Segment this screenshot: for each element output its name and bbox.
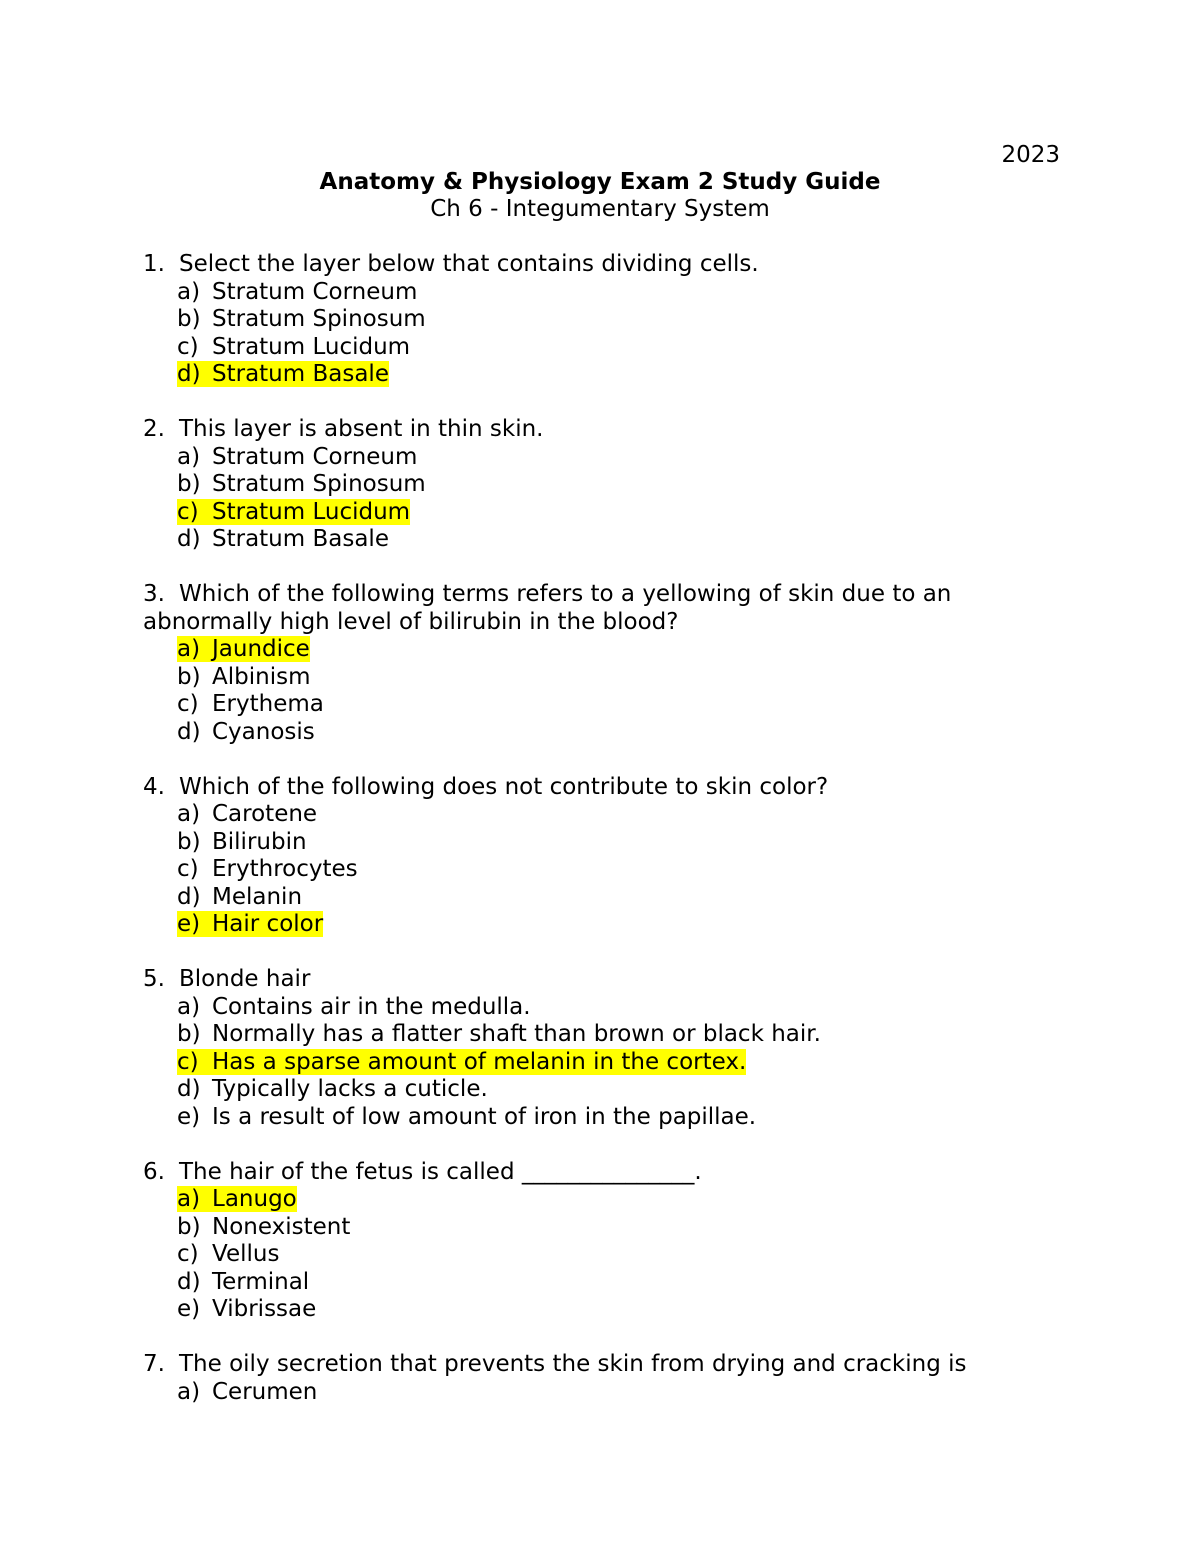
option-letter: c): [177, 691, 199, 717]
answer-options: [143, 279, 1043, 389]
question-prompt: Select the layer below that contains dividing cells.: [179, 251, 759, 277]
option-text: Vibrissae: [212, 1296, 317, 1322]
question-2: [143, 416, 1043, 554]
answer-option: [177, 801, 1043, 829]
highlighted-answer: [177, 1186, 297, 1212]
answer-option: [177, 691, 1043, 719]
answer-text-wrap: [177, 306, 426, 332]
question-prompt: Which of the following terms refers to a yellowing of skin due to an abnormally high level of bilirubin in the blood?: [143, 581, 952, 635]
highlighted-answer: [177, 1049, 746, 1075]
answer-option: [177, 911, 1043, 939]
document-subtitle: Ch 6 - Integumentary System: [430, 196, 770, 222]
option-text: Terminal: [212, 1268, 310, 1295]
option-letter: a): [177, 1378, 201, 1405]
question-1: [143, 251, 1043, 389]
answer-text-wrap: [177, 334, 410, 360]
option-letter: c): [177, 1241, 199, 1267]
option-letter: d): [177, 1076, 201, 1102]
answer-option: [177, 1104, 1043, 1132]
question-number: 2.: [143, 416, 165, 442]
answer-text-wrap: [177, 801, 317, 827]
answer-option: [177, 1186, 1043, 1214]
answer-text-wrap: [177, 279, 417, 305]
answer-text-wrap: [177, 994, 531, 1020]
option-text: Erythema: [212, 691, 324, 717]
question-3: [143, 581, 1043, 746]
question-text: [143, 1351, 1043, 1379]
option-letter: d): [177, 361, 201, 387]
option-letter: a): [177, 801, 201, 827]
option-letter: c): [177, 333, 199, 360]
answer-option: [177, 994, 1043, 1022]
option-text: Has a sparse amount of melanin in the cortex.: [212, 1048, 747, 1075]
option-letter: b): [177, 1021, 201, 1047]
answer-options: [143, 444, 1043, 554]
question-text: [143, 966, 1043, 994]
question-list: [143, 251, 1043, 1434]
document-year: 2023: [1001, 142, 1060, 168]
answer-text-wrap: [177, 856, 358, 882]
option-text: Erythrocytes: [212, 856, 358, 882]
option-letter: b): [177, 828, 201, 855]
question-4: [143, 774, 1043, 939]
answer-text-wrap: [177, 1214, 350, 1240]
option-text: Nonexistent: [212, 1213, 351, 1240]
option-letter: a): [177, 278, 201, 305]
option-text: Melanin: [212, 883, 303, 910]
answer-option: [177, 1269, 1043, 1297]
option-text: Stratum Spinosum: [212, 306, 426, 332]
answer-option: [177, 444, 1043, 472]
answer-option: [177, 856, 1043, 884]
answer-text-wrap: [177, 1021, 821, 1047]
document-title: Anatomy & Physiology Exam 2 Study Guide: [319, 169, 881, 195]
question-number: 1.: [143, 251, 165, 277]
answer-text-wrap: [177, 829, 307, 855]
question-prompt: The hair of the fetus is called _______________.: [179, 1158, 702, 1185]
option-text: Lanugo: [212, 1186, 297, 1212]
option-text: Cyanosis: [212, 718, 315, 745]
option-text: Hair color: [212, 911, 324, 937]
option-letter: e): [177, 1296, 201, 1322]
option-text: Is a result of low amount of iron in the papillae.: [212, 1103, 757, 1130]
answer-text-wrap: [177, 1379, 317, 1405]
answer-option: [177, 334, 1043, 362]
answer-option: [177, 1379, 1043, 1407]
answer-text-wrap: [177, 664, 310, 690]
answer-text-wrap: [177, 1296, 316, 1322]
answer-text-wrap: [177, 884, 302, 910]
question-7: [143, 1351, 1043, 1406]
answer-options: [143, 801, 1043, 939]
option-letter: a): [177, 443, 201, 470]
option-text: Stratum Spinosum: [212, 471, 426, 497]
option-letter: b): [177, 471, 201, 497]
answer-option: [177, 1076, 1043, 1104]
option-text: Cerumen: [212, 1378, 318, 1405]
option-letter: d): [177, 1268, 201, 1295]
answer-text-wrap: [177, 719, 315, 745]
question-text: [143, 1159, 1043, 1187]
option-letter: c): [177, 856, 199, 882]
option-text: Jaundice: [212, 636, 310, 662]
option-text: Stratum Basale: [212, 361, 389, 387]
answer-text-wrap: [177, 1269, 309, 1295]
answer-text-wrap: [177, 1076, 488, 1102]
answer-option: [177, 829, 1043, 857]
answer-option: [177, 471, 1043, 499]
highlighted-answer: [177, 499, 410, 525]
option-text: Vellus: [212, 1241, 280, 1267]
question-text: [143, 416, 1043, 444]
answer-options: [143, 1186, 1043, 1324]
question-number: 5.: [143, 966, 165, 992]
answer-text-wrap: [177, 526, 389, 552]
answer-option: [177, 1214, 1043, 1242]
answer-option: [177, 526, 1043, 554]
answer-option: [177, 1296, 1043, 1324]
answer-option: [177, 1241, 1043, 1269]
option-letter: d): [177, 526, 201, 552]
option-letter: a): [177, 636, 201, 662]
question-number: 3.: [143, 581, 165, 607]
option-text: Stratum Lucidum: [212, 498, 411, 525]
option-letter: c): [177, 1048, 199, 1075]
answer-option: [177, 499, 1043, 527]
answer-option: [177, 306, 1043, 334]
answer-text-wrap: [177, 1241, 279, 1267]
option-letter: b): [177, 1213, 201, 1240]
option-text: Normally has a flatter shaft than brown or black hair.: [212, 1021, 821, 1047]
option-letter: d): [177, 883, 201, 910]
answer-option: [177, 1049, 1043, 1077]
answer-option: [177, 719, 1043, 747]
answer-option: [177, 279, 1043, 307]
answer-option: [177, 361, 1043, 389]
answer-text-wrap: [177, 471, 426, 497]
answer-text-wrap: [177, 691, 324, 717]
option-letter: a): [177, 1186, 201, 1212]
answer-option: [177, 884, 1043, 912]
question-5: [143, 966, 1043, 1131]
option-letter: b): [177, 306, 201, 332]
answer-text-wrap: [177, 444, 417, 470]
question-6: [143, 1159, 1043, 1324]
option-text: Typically lacks a cuticle.: [212, 1076, 488, 1102]
answer-text-wrap: [177, 1104, 756, 1130]
highlighted-answer: [177, 911, 323, 937]
answer-options: [143, 1379, 1043, 1407]
answer-option: [177, 636, 1043, 664]
option-letter: b): [177, 663, 201, 690]
highlighted-answer: [177, 361, 389, 387]
option-letter: a): [177, 993, 201, 1020]
question-prompt: This layer is absent in thin skin.: [179, 416, 544, 442]
option-text: Stratum Lucidum: [212, 333, 411, 360]
highlighted-answer: [177, 636, 310, 662]
question-text: [143, 581, 1043, 636]
question-number: 7.: [143, 1351, 165, 1377]
question-text: [143, 251, 1043, 279]
question-prompt: Which of the following does not contribute to skin color?: [179, 773, 829, 800]
answer-option: [177, 1021, 1043, 1049]
question-prompt: Blonde hair: [179, 966, 311, 992]
question-number: 4.: [143, 773, 165, 800]
option-letter: e): [177, 1103, 201, 1130]
option-text: Contains air in the medulla.: [212, 993, 531, 1020]
option-text: Stratum Corneum: [212, 443, 418, 470]
option-text: Bilirubin: [212, 828, 307, 855]
option-letter: d): [177, 718, 201, 745]
answer-options: [143, 994, 1043, 1132]
answer-option: [177, 664, 1043, 692]
question-number: 6.: [143, 1158, 165, 1185]
option-letter: c): [177, 498, 199, 525]
question-prompt: The oily secretion that prevents the skin from drying and cracking is: [179, 1351, 967, 1377]
option-letter: e): [177, 911, 201, 937]
answer-options: [143, 636, 1043, 746]
option-text: Stratum Corneum: [212, 278, 418, 305]
option-text: Carotene: [212, 801, 318, 827]
question-text: [143, 774, 1043, 802]
option-text: Stratum Basale: [212, 526, 389, 552]
option-text: Albinism: [212, 663, 311, 690]
